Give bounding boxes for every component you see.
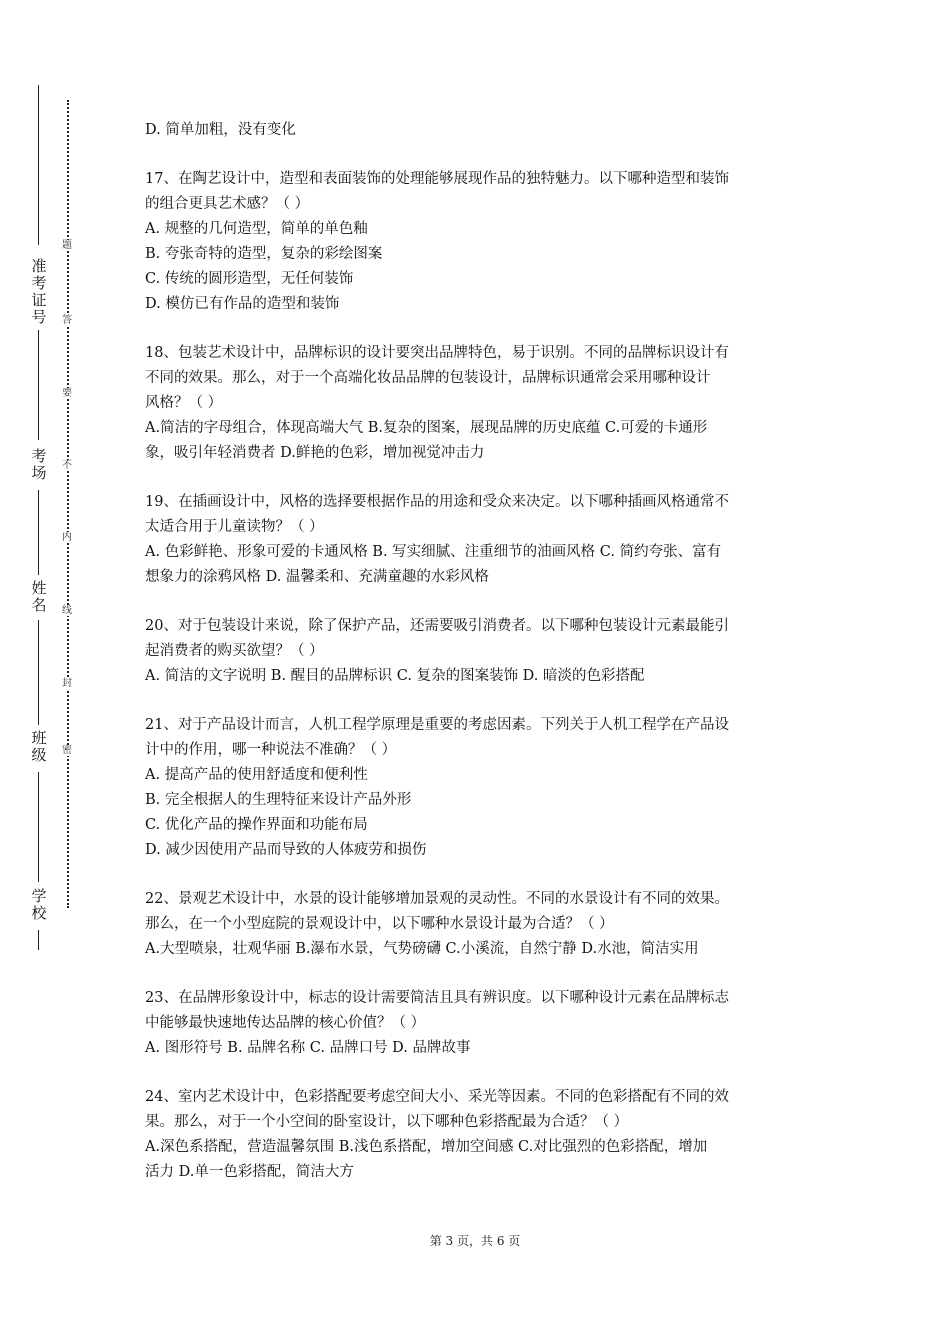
divider-line: [38, 490, 39, 575]
options-line: A.深色系搭配，营造温馨氛围 B.浅色系搭配，增加空间感 C.对比强烈的色彩搭配，增加: [145, 1139, 708, 1155]
seal-char: 要: [59, 388, 75, 399]
seal-dotted-line: [67, 100, 69, 908]
page-number: 第 3 页，共 6 页: [429, 1234, 521, 1248]
option-a: A. 规整的几何造型，简单的单色釉: [145, 221, 368, 237]
seal-char: 封: [59, 678, 75, 689]
option-b: B. 完全根据人的生理特征来设计产品外形: [145, 792, 412, 808]
divider-line: [38, 330, 39, 440]
option-b: B. 夸张奇特的造型，复杂的彩绘图案: [145, 246, 383, 262]
question-line: 18、包装艺术设计中，品牌标识的设计要突出品牌特色，易于识别。不同的品牌标识设计有: [145, 345, 729, 361]
question-line: 那么，在一个小型庭院的景观设计中，以下哪种水景设计最为合适？（ ）: [145, 916, 614, 932]
options-line: A. 图形符号 B. 品牌名称 C. 品牌口号 D. 品牌故事: [145, 1040, 471, 1056]
option-d: D. 减少因使用产品而导致的人体疲劳和损伤: [145, 842, 427, 858]
label-exam-number: [22, 258, 56, 326]
option-c: C. 优化产品的操作界面和功能布局: [145, 817, 368, 833]
options-line: 象，吸引年轻消费者 D.鲜艳的色彩，增加视觉冲击力: [145, 445, 485, 461]
label-class: [22, 730, 56, 764]
option-a: A. 提高产品的使用舒适度和便利性: [145, 767, 368, 783]
label-char: 姓 名: [31, 579, 47, 614]
seal-char: 线: [59, 605, 75, 616]
question-line: 22、景观艺术设计中，水景的设计能够增加景观的灵动性。不同的水景设计有不同的效果。: [145, 891, 729, 907]
question-line: 的组合更具艺术感？（ ）: [145, 196, 310, 212]
label-char: 考 场: [31, 447, 47, 482]
label-char: 学 校: [31, 887, 47, 922]
question-22: [145, 887, 815, 962]
seal-char: 答: [59, 315, 75, 326]
seal-char: 不: [59, 460, 75, 471]
question-line: 计中的作用，哪一种说法不准确？（ ）: [145, 742, 397, 758]
label-char: 准 考 证 号: [31, 257, 47, 326]
question-24: [145, 1085, 815, 1185]
options-line: A. 简洁的文字说明 B. 醒目的品牌标识 C. 复杂的图案装饰 D. 暗淡的色彩搭配: [145, 668, 645, 684]
label-exam-room: [22, 448, 56, 482]
divider-line: [38, 85, 39, 245]
question-line: 24、室内艺术设计中，色彩搭配要考虑空间大小、采光等因素。不同的色彩搭配有不同的效: [145, 1089, 729, 1105]
label-char: 班 级: [31, 729, 47, 764]
option-d: D. 模仿已有作品的造型和装饰: [145, 296, 340, 312]
label-name: [22, 580, 56, 614]
question-line: 果。那么，对于一个小空间的卧室设计，以下哪种色彩搭配最为合适？（ ）: [145, 1114, 629, 1130]
question-20: [145, 614, 815, 689]
question-line: 起消费者的购买欲望？（ ）: [145, 643, 324, 659]
options-line: 活力 D.单一色彩搭配，简洁大方: [145, 1164, 354, 1180]
question-list: [145, 118, 815, 1209]
question-19: [145, 490, 815, 590]
binding-margin: [0, 0, 90, 1344]
question-line: 17、在陶艺设计中，造型和表面装饰的处理能够展现作品的独特魅力。以下哪种造型和装饰: [145, 171, 729, 187]
question-line: 20、对于包装设计来说，除了保护产品，还需要吸引消费者。以下哪种包装设计元素最能引: [145, 618, 729, 634]
label-school: [22, 888, 56, 922]
question-21: [145, 713, 815, 863]
seal-char: 内: [59, 532, 75, 543]
question-line: 太适合用于儿童读物？（ ）: [145, 519, 324, 535]
question-line: 不同的效果。那么，对于一个高端化妆品品牌的包装设计，品牌标识通常会采用哪种设计: [145, 370, 711, 386]
options-line: 想象力的涂鸦风格 D. 温馨柔和、充满童趣的水彩风格: [145, 569, 489, 585]
seal-char: 密: [59, 745, 75, 756]
seal-char: 题: [59, 240, 75, 251]
question-18: [145, 341, 815, 466]
question-line: 19、在插画设计中，风格的选择要根据作品的用途和受众来决定。以下哪种插画风格通常不: [145, 494, 729, 510]
options-line: A.大型喷泉，壮观华丽 B.瀑布水景，气势磅礴 C.小溪流，自然宁静 D.水池，简洁实用: [145, 941, 699, 957]
question-block: [145, 118, 815, 143]
option-c: C. 传统的圆形造型，无任何装饰: [145, 271, 354, 287]
question-17: [145, 167, 815, 317]
divider-line: [38, 930, 39, 950]
question-line: 21、对于产品设计而言，人机工程学原理是重要的考虑因素。下列关于人机工程学在产品设: [145, 717, 729, 733]
question-23: [145, 986, 815, 1061]
question-line: 风格？（ ）: [145, 395, 223, 411]
question-line: 23、在品牌形象设计中，标志的设计需要简洁且具有辨识度。以下哪种设计元素在品牌标志: [145, 990, 729, 1006]
options-line: A.简洁的字母组合，体现高端大气 B.复杂的图案，展现品牌的历史底蕴 C.可爱的卡通形: [145, 420, 708, 436]
options-line: A. 色彩鲜艳、形象可爱的卡通风格 B. 写实细腻、注重细节的油画风格 C. 简约夸张、富有: [145, 544, 722, 560]
question-line: 中能够最快速地传达品牌的核心价值？（ ）: [145, 1015, 426, 1031]
divider-line: [38, 620, 39, 725]
question-line: D. 简单加粗，没有变化: [145, 122, 296, 138]
divider-line: [38, 772, 39, 882]
